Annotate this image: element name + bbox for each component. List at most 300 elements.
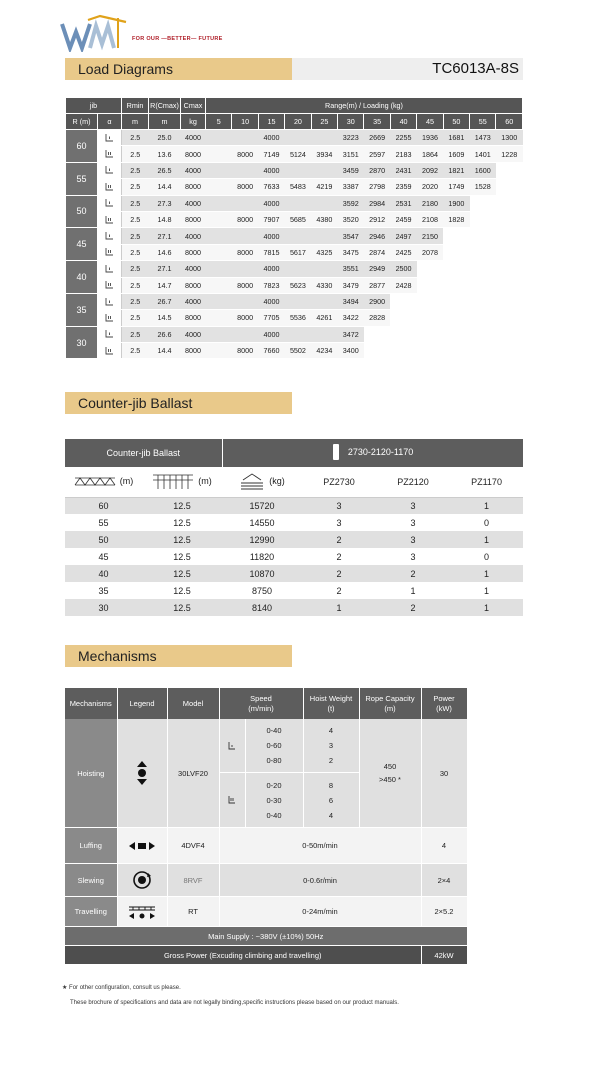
load-value: 8000 xyxy=(232,179,258,195)
load-value: 8000 xyxy=(232,277,258,293)
load-value: 2949 xyxy=(364,261,390,277)
load-value xyxy=(496,162,523,178)
rmin-value: 2.5 xyxy=(122,261,149,277)
cmax-value: 4000 xyxy=(181,162,206,178)
load-value xyxy=(443,343,469,359)
ballast-cell: 0 xyxy=(484,517,490,528)
load-value xyxy=(470,195,496,211)
load-value xyxy=(496,310,523,326)
load-value xyxy=(496,179,523,195)
load-value xyxy=(470,244,496,260)
load-value xyxy=(390,326,416,342)
jib-length: 50 xyxy=(66,195,98,228)
load-value: 1228 xyxy=(496,146,523,162)
load-value xyxy=(232,195,258,211)
section-title: Load Diagrams xyxy=(65,58,292,80)
load-value xyxy=(443,277,469,293)
load-value: 2078 xyxy=(417,244,443,260)
load-value xyxy=(285,261,311,277)
weight-value: 8 xyxy=(328,780,334,790)
load-value xyxy=(311,293,337,309)
rmin-value: 2.5 xyxy=(122,277,149,293)
speed-value: 0-40 xyxy=(266,810,282,820)
load-row xyxy=(66,195,523,211)
counter-jib-length-cell: (m) xyxy=(142,467,222,497)
range-col-header: 40 xyxy=(390,114,416,130)
load-value xyxy=(417,326,443,342)
ballast-cell: 12.5 xyxy=(173,517,191,528)
ballast-cell: 35 xyxy=(98,585,109,596)
load-value: 4234 xyxy=(311,343,337,359)
rmin-value: 2.5 xyxy=(122,326,149,342)
load-value: 1681 xyxy=(443,130,469,146)
rcmax-value: 27.1 xyxy=(149,228,181,244)
load-value: 2597 xyxy=(364,146,390,162)
weight-value: 4 xyxy=(328,810,334,820)
load-value: 5623 xyxy=(285,277,311,293)
load-value: 2946 xyxy=(364,228,390,244)
load-value xyxy=(285,326,311,342)
rmin-value: 2.5 xyxy=(122,130,149,146)
load-value xyxy=(206,244,232,260)
load-value xyxy=(470,343,496,359)
slewing-label: Slewing xyxy=(65,864,117,897)
double-fall-icon xyxy=(105,182,114,192)
cmax-value: 8000 xyxy=(181,211,206,227)
slewing-legend xyxy=(117,864,167,897)
unit-kg-header: kg xyxy=(181,114,206,130)
ballast-cell: 30 xyxy=(65,599,142,616)
weight-value: 6 xyxy=(328,795,334,805)
ballast-row xyxy=(65,582,523,599)
load-value: 1600 xyxy=(470,162,496,178)
cmax-value: 8000 xyxy=(181,244,206,260)
load-value: 2798 xyxy=(364,179,390,195)
fall-type xyxy=(98,211,122,227)
double-fall-icon xyxy=(105,149,114,159)
fall-type xyxy=(98,130,122,146)
luffing-legend xyxy=(117,828,167,864)
jib-truss-icon xyxy=(74,476,116,486)
load-value xyxy=(206,195,232,211)
single-fall-icon xyxy=(105,198,114,208)
load-value: 7660 xyxy=(258,343,284,359)
ballast-row xyxy=(65,497,523,514)
ballast-cell: 3 xyxy=(410,551,416,562)
weight-value: 4 xyxy=(328,726,334,735)
load-value: 1864 xyxy=(417,146,443,162)
load-value: 8000 xyxy=(232,310,258,326)
load-value xyxy=(232,228,258,244)
load-value: 4261 xyxy=(311,310,337,326)
fall-type xyxy=(98,343,122,359)
ballast-table xyxy=(65,439,524,616)
range-col-header: 30 xyxy=(338,114,364,130)
ballast-cell: 8140 xyxy=(222,599,302,616)
double-fall-icon xyxy=(105,313,114,323)
range-col-header: 25 xyxy=(311,114,337,130)
travelling-rail-icon xyxy=(127,904,157,920)
ballast-cell: 2 xyxy=(376,599,450,616)
ballast-cell: 14550 xyxy=(249,517,275,528)
load-value: 2431 xyxy=(390,162,416,178)
load-value: 4330 xyxy=(311,277,337,293)
ballast-cell: 1 xyxy=(450,531,523,548)
hoist-arrows-icon xyxy=(135,760,149,786)
fall-type xyxy=(98,277,122,293)
ballast-cell: 2 xyxy=(302,531,376,548)
range-col-header: 45 xyxy=(417,114,443,130)
load-value: 7149 xyxy=(258,146,284,162)
load-value: 7823 xyxy=(258,277,284,293)
rmin-value: 2.5 xyxy=(122,195,149,211)
gross-power-label: Gross Power (Excuding climbing and travelling) xyxy=(65,946,421,965)
speed-value: 0-20 xyxy=(266,780,282,790)
load-value xyxy=(206,211,232,227)
load-value xyxy=(470,310,496,326)
load-diagrams-header xyxy=(65,58,523,80)
load-row xyxy=(66,293,523,309)
ballast-cell: 12.5 xyxy=(142,531,222,548)
cmax-value: 8000 xyxy=(181,343,206,359)
cmax-value: 4000 xyxy=(181,261,206,277)
double-fall-icon xyxy=(105,280,114,290)
range-col-header: 15 xyxy=(258,114,284,130)
load-value xyxy=(206,162,232,178)
load-value xyxy=(470,293,496,309)
ballast-label-header: Counter-jib Ballast xyxy=(65,439,222,467)
rmin-value: 2.5 xyxy=(122,162,149,178)
range-col-header: 55 xyxy=(470,114,496,130)
pz-col-header: PZ2730 xyxy=(302,467,376,497)
ballast-cell: 12.5 xyxy=(142,565,222,582)
load-value xyxy=(443,261,469,277)
speed-value: 0-60 xyxy=(266,741,282,750)
travelling-model: RT xyxy=(167,897,219,927)
rmin-value: 2.5 xyxy=(122,343,149,359)
range-col-header: 10 xyxy=(232,114,258,130)
load-value: 3400 xyxy=(338,343,364,359)
fall-type xyxy=(98,310,122,326)
mechanisms-header xyxy=(65,645,523,667)
ballast-cell: 1 xyxy=(450,599,523,616)
ballast-cell: 1 xyxy=(302,599,376,616)
load-value: 2497 xyxy=(390,228,416,244)
load-value: 3520 xyxy=(338,211,364,227)
ballast-cell: 3 xyxy=(410,517,416,528)
rcmax-value: 14.5 xyxy=(149,310,181,326)
ballast-cell: 3 xyxy=(302,497,376,514)
hoisting-power: 30 xyxy=(421,719,467,828)
jib-header: jib xyxy=(66,98,122,114)
hoisting-speed xyxy=(219,719,303,828)
ballast-cell: 3 xyxy=(376,497,450,514)
load-value: 7633 xyxy=(258,179,284,195)
load-value: 2669 xyxy=(364,130,390,146)
load-value: 2531 xyxy=(390,195,416,211)
ballast-cell: 50 xyxy=(65,531,142,548)
speed-value: 0-80 xyxy=(266,756,282,765)
ballast-cell: 10870 xyxy=(222,565,302,582)
fall-type xyxy=(98,179,122,195)
rmin-value: 2.5 xyxy=(122,293,149,309)
mech-col-header: Power (kW) xyxy=(421,688,467,719)
cmax-value: 4000 xyxy=(181,130,206,146)
fall-type xyxy=(98,228,122,244)
weight-value: 2 xyxy=(328,756,334,765)
unit-m-header: m xyxy=(122,114,149,130)
load-value xyxy=(417,261,443,277)
ballast-cell: 3 xyxy=(376,531,450,548)
rope-value: 450 xyxy=(383,762,397,771)
double-fall-icon xyxy=(105,215,114,225)
range-col-header: 20 xyxy=(285,114,311,130)
cmax-value: 4000 xyxy=(181,326,206,342)
hoisting-label: Hoisting xyxy=(65,719,117,828)
ballast-value-header: 2730-2120-1170 xyxy=(222,439,523,467)
range-col-header: 5 xyxy=(206,114,232,130)
company-logo xyxy=(60,14,223,54)
fall-type xyxy=(98,261,122,277)
jib-length-cell: (m) xyxy=(65,467,142,497)
ballast-cell: 1 xyxy=(450,565,523,582)
load-value xyxy=(232,293,258,309)
load-value xyxy=(311,195,337,211)
load-row xyxy=(66,261,523,277)
rmin-value: 2.5 xyxy=(122,179,149,195)
load-value xyxy=(390,293,416,309)
rcmax-value: 27.3 xyxy=(149,195,181,211)
rmin-value: 2.5 xyxy=(122,244,149,260)
ballast-cell: 2 xyxy=(302,565,376,582)
load-value xyxy=(285,293,311,309)
load-value: 3494 xyxy=(338,293,364,309)
load-value: 5483 xyxy=(285,179,311,195)
unit-m-header: m xyxy=(149,114,181,130)
cmax-value: 4000 xyxy=(181,195,206,211)
mech-col-header: Rope Capacity (m) xyxy=(359,688,421,719)
load-row xyxy=(66,179,523,195)
double-hook-icon xyxy=(227,795,237,805)
load-value xyxy=(232,162,258,178)
load-value xyxy=(364,326,390,342)
rmin-value: 2.5 xyxy=(122,228,149,244)
ballast-cell: 2 xyxy=(376,565,450,582)
load-value xyxy=(496,293,523,309)
slewing-model: 8RVF xyxy=(167,864,219,897)
load-value: 4000 xyxy=(258,130,284,146)
load-value xyxy=(206,277,232,293)
load-value xyxy=(285,162,311,178)
load-value xyxy=(311,130,337,146)
travelling-legend xyxy=(117,897,167,927)
fall-type xyxy=(98,162,122,178)
load-value: 3472 xyxy=(338,326,364,342)
load-row xyxy=(66,244,523,260)
counter-jib-icon xyxy=(152,472,194,490)
load-value: 1528 xyxy=(470,179,496,195)
load-value: 3223 xyxy=(338,130,364,146)
rcmax-value: 14.4 xyxy=(149,343,181,359)
luffing-model: 4DVF4 xyxy=(167,828,219,864)
range-col-header: 50 xyxy=(443,114,469,130)
load-value: 7705 xyxy=(258,310,284,326)
ballast-weight-cell: (kg) xyxy=(222,467,302,497)
load-value: 8000 xyxy=(232,146,258,162)
load-value: 3151 xyxy=(338,146,364,162)
load-value xyxy=(443,228,469,244)
load-value xyxy=(206,326,232,342)
load-value: 2870 xyxy=(364,162,390,178)
load-value: 4000 xyxy=(258,195,284,211)
load-value: 1749 xyxy=(443,179,469,195)
load-value: 2255 xyxy=(390,130,416,146)
load-value: 2150 xyxy=(417,228,443,244)
double-fall-icon xyxy=(105,346,114,356)
slewing-power: 2×4 xyxy=(421,864,467,897)
slewing-speed: 0-0.6r/min xyxy=(219,864,421,897)
load-value xyxy=(443,326,469,342)
load-value: 3934 xyxy=(311,146,337,162)
load-value: 2877 xyxy=(364,277,390,293)
load-value: 8000 xyxy=(232,343,258,359)
load-row xyxy=(66,211,523,227)
ballast-cell: 1 xyxy=(450,497,523,514)
rope-value: >450 * xyxy=(379,775,401,784)
ballast-cell: 45 xyxy=(98,551,109,562)
jib-length: 55 xyxy=(66,162,98,195)
load-value xyxy=(470,228,496,244)
rmin-header: Rmin xyxy=(122,98,149,114)
ballast-cell: 12.5 xyxy=(142,497,222,514)
rcmax-value: 14.4 xyxy=(149,179,181,195)
jib-length: 45 xyxy=(66,228,98,261)
ballast-cell: 40 xyxy=(65,565,142,582)
pz-col-header: PZ1170 xyxy=(450,467,523,497)
load-value: 2183 xyxy=(390,146,416,162)
load-value: 2500 xyxy=(390,261,416,277)
ballast-cell: 1 xyxy=(410,585,416,596)
mech-col-header: Mechanisms xyxy=(65,688,117,719)
load-value: 2459 xyxy=(390,211,416,227)
fall-type xyxy=(98,326,122,342)
ballast-row xyxy=(65,548,523,565)
load-value: 4380 xyxy=(311,211,337,227)
single-fall-icon xyxy=(105,329,114,339)
cmax-value: 4000 xyxy=(181,228,206,244)
load-value xyxy=(390,310,416,326)
load-value: 1900 xyxy=(443,195,469,211)
load-value: 2912 xyxy=(364,211,390,227)
speed-value: 0-30 xyxy=(266,795,282,805)
footnote-config: ★ For other configuration, consult us please. xyxy=(62,985,181,991)
ballast-row xyxy=(65,599,523,616)
logo-mark-icon xyxy=(60,14,132,52)
rcmax-value: 13.6 xyxy=(149,146,181,162)
ballast-cell: 12.5 xyxy=(173,585,191,596)
load-value: 4000 xyxy=(258,326,284,342)
single-fall-icon xyxy=(105,231,114,241)
load-row xyxy=(66,277,523,293)
model-code: TC6013A-8S xyxy=(432,60,519,77)
load-value: 4219 xyxy=(311,179,337,195)
load-value: 1401 xyxy=(470,146,496,162)
rmin-value: 2.5 xyxy=(122,310,149,326)
ballast-header xyxy=(65,392,523,414)
single-fall-icon xyxy=(105,165,114,175)
mech-col-header: Hoist Weight (t) xyxy=(303,688,359,719)
load-value xyxy=(390,343,416,359)
load-value: 1828 xyxy=(443,211,469,227)
ballast-row xyxy=(65,514,523,531)
mech-col-header: Speed (m/min) xyxy=(219,688,303,719)
pz-col-header: PZ2120 xyxy=(376,467,450,497)
load-value xyxy=(311,326,337,342)
luffing-arrows-icon xyxy=(128,841,156,851)
load-value xyxy=(443,293,469,309)
footnote-disclaimer: These brochure of specifications and data are not legally binding,specific instructions please based on our product manuals. xyxy=(70,1000,399,1006)
double-fall-icon xyxy=(105,247,114,257)
load-value xyxy=(470,261,496,277)
load-value xyxy=(232,261,258,277)
load-value xyxy=(206,228,232,244)
ballast-cell: 1 xyxy=(484,585,490,596)
load-value xyxy=(364,343,390,359)
ballast-cell: 15720 xyxy=(222,497,302,514)
load-value: 1473 xyxy=(470,130,496,146)
load-row xyxy=(66,146,523,162)
load-value: 5502 xyxy=(285,343,311,359)
ballast-cell: 12.5 xyxy=(142,599,222,616)
ballast-cell: 60 xyxy=(65,497,142,514)
single-hook-icon xyxy=(227,741,237,751)
rcmax-value: 26.6 xyxy=(149,326,181,342)
load-value xyxy=(285,228,311,244)
luffing-label: Luffing xyxy=(65,828,117,864)
hoisting-rope xyxy=(359,719,421,828)
load-row xyxy=(66,343,523,359)
weight-stack-icon xyxy=(239,472,265,490)
load-value xyxy=(206,293,232,309)
travelling-power: 2×5.2 xyxy=(421,897,467,927)
rmin-value: 2.5 xyxy=(122,211,149,227)
load-value xyxy=(443,244,469,260)
load-value: 3475 xyxy=(338,244,364,260)
cmax-value: 4000 xyxy=(181,293,206,309)
hoisting-legend xyxy=(117,719,167,828)
load-value xyxy=(285,130,311,146)
range-col-header: 35 xyxy=(364,114,390,130)
load-value: 3547 xyxy=(338,228,364,244)
ballast-cell: 55 xyxy=(98,517,109,528)
load-value: 1609 xyxy=(443,146,469,162)
load-value: 3422 xyxy=(338,310,364,326)
speed-value: 0-40 xyxy=(266,726,282,735)
logo-slogan: FOR OUR —BETTER— FUTURE xyxy=(132,36,223,42)
load-row xyxy=(66,310,523,326)
ballast-cell: 0 xyxy=(484,551,490,562)
ballast-row xyxy=(65,531,523,548)
cmax-value: 8000 xyxy=(181,310,206,326)
load-value: 4000 xyxy=(258,293,284,309)
section-title: Counter-jib Ballast xyxy=(65,392,292,414)
rcmax-value: 27.1 xyxy=(149,261,181,277)
load-value: 5685 xyxy=(285,211,311,227)
load-value: 2180 xyxy=(417,195,443,211)
rcmax-value: 14.8 xyxy=(149,211,181,227)
ballast-cell: 8750 xyxy=(252,585,273,596)
mechanisms-table xyxy=(65,688,468,965)
